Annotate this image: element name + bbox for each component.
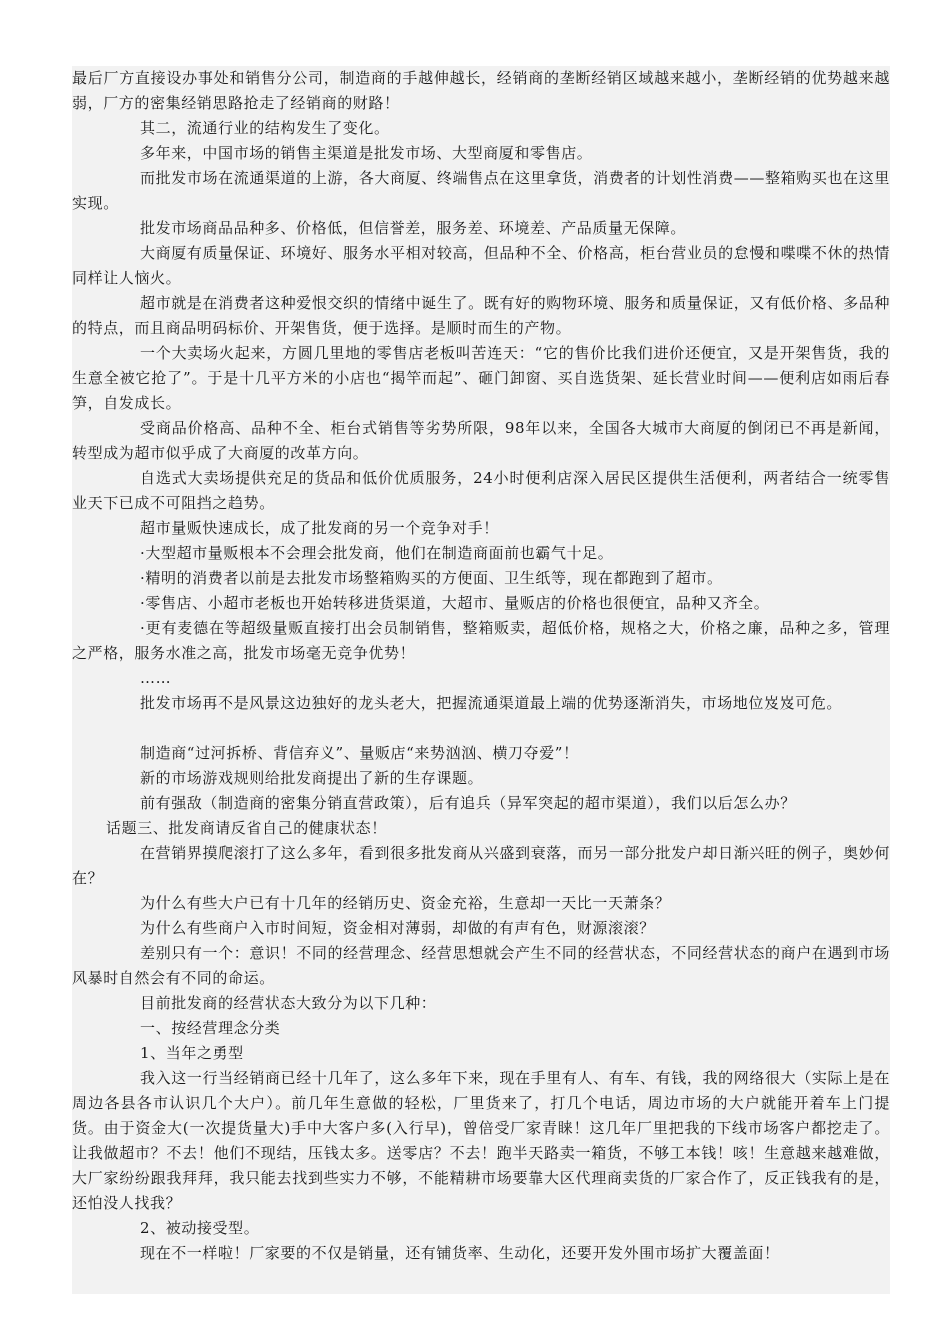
- document-body: [72, 66, 890, 1294]
- bullet-paragraph: ·更有麦德在等超级量贩直接打出会员制销售，整箱贩卖，超低价格，规格之大，价格之廉，品种之多，管理之严格，服务水准之高，批发市场毫无竞争优势！: [72, 619, 890, 662]
- subheading: 一、按经营理念分类: [140, 1019, 281, 1037]
- paragraph: 我入这一行当经销商已经十几年了，这么多年下来，现在手里有人、有车、有钱，我的网络很大（实际上是在周边各县各市认识几个大户）。前几年生意做的轻松，厂里货来了，打几个电话，周边市场的大户就能开着车上门提货。由于资金大(一次提货量大)手中大客户多(入行早)，曾倍受厂家青睐！这几年厂里把我的下线市场客户都挖走了。让我做超市？不去！他们不现结，压钱太多。送零店？不去！跑半天路卖一箱货，不够工本钱！咳！生意越来越难做，大厂家纷纷跟我拜拜，我只能去找到些实力不够，不能精耕市场要靠大区代理商卖货的厂家合作了，反正钱我有的是，还怕没人找我？: [72, 1069, 890, 1212]
- paragraph: 为什么有些商户入市时间短，资金相对薄弱，却做的有声有色，财源滚滚？: [140, 919, 655, 937]
- paragraph: 其二，流通行业的结构发生了变化。: [140, 119, 390, 137]
- bullet-paragraph: ·大型超市量贩根本不会理会批发商，他们在制造商面前也霸气十足。: [140, 544, 614, 562]
- paragraph: 最后厂方直接设办事处和销售分公司，制造商的手越伸越长，经销商的垄断经销区域越来越小，垄断经销的优势越来越弱，厂方的密集经销思路抢走了经销商的财路！: [72, 69, 890, 112]
- paragraph: 而批发市场在流通渠道的上游，各大商厦、终端售点在这里拿货，消费者的计划性消费——整箱购买也在这里实现。: [72, 169, 890, 212]
- paragraph: 超市就是在消费者这种爱恨交织的情绪中诞生了。既有好的购物环境、服务和质量保证，又有低价格、多品种的特点，而且商品明码标价、开架售货，便于选择。是顺时而生的产物。: [72, 294, 890, 337]
- paragraph: 前有强敌（制造商的密集分销直营政策），后有追兵（异军突起的超市渠道），我们以后怎么办？: [140, 794, 796, 812]
- paragraph: 超市量贩快速成长，成了批发商的另一个竞争对手！: [140, 519, 499, 537]
- paragraph: 新的市场游戏规则给批发商提出了新的生存课题。: [140, 769, 484, 787]
- paragraph: 受商品价格高、品种不全、柜台式销售等劣势所限，98年以来，全国各大城市大商厦的倒闭已不再是新闻，转型成为超市似乎成了大商厦的改革方向。: [72, 419, 890, 462]
- section-heading: 话题三、批发商请反省自己的健康状态！: [106, 819, 387, 837]
- paragraph: 大商厦有质量保证、环境好、服务水平相对较高，但品种不全、价格高，柜台营业员的怠慢和喋喋不休的热情同样让人恼火。: [72, 244, 890, 287]
- paragraph: 制造商“过河拆桥、背信弃义”、量贩店“来势汹汹、横刀夺爱”！: [140, 744, 579, 762]
- bullet-paragraph: ·零售店、小超市老板也开始转移进货渠道，大超市、量贩店的价格也很便宜，品种又齐全。: [140, 594, 770, 612]
- paragraph: 一个大卖场火起来，方圆几里地的零售店老板叫苦连天：“它的售价比我们进价还便宜，又是开架售货，我的生意全被它抢了”。于是十几平方米的小店也“揭竿而起”、砸门卸窗、买自选货架、延长营业时间——便利店如雨后春笋，自发成长。: [72, 344, 890, 412]
- paragraph: 现在不一样啦！厂家要的不仅是销量，还有铺货率、生动化，还要开发外围市场扩大覆盖面！: [140, 1244, 780, 1262]
- paragraph: 在营销界摸爬滚打了这么多年，看到很多批发商从兴盛到衰落，而另一部分批发户却日渐兴旺的例子，奥妙何在？: [72, 844, 890, 887]
- paragraph: 批发市场再不是风景这边独好的龙头老大，把握流通渠道最上端的优势逐渐消失，市场地位岌岌可危。: [140, 694, 843, 712]
- paragraph: 多年来，中国市场的销售主渠道是批发市场、大型商厦和零售店。: [140, 144, 593, 162]
- blank-line: [72, 716, 890, 741]
- bullet-paragraph: ·精明的消费者以前是去批发市场整箱购买的方便面、卫生纸等，现在都跑到了超市。: [140, 569, 723, 587]
- ellipsis-line: ……: [140, 669, 172, 687]
- subheading: 2、被动接受型。: [140, 1219, 260, 1237]
- paragraph: 批发市场商品品种多、价格低，但信誉差，服务差、环境差、产品质量无保障。: [140, 219, 687, 237]
- paragraph: 为什么有些大户已有十几年的经销历史、资金充裕，生意却一天比一天萧条？: [140, 894, 671, 912]
- paragraph: 目前批发商的经营状态大致分为以下几种：: [140, 994, 437, 1012]
- paragraph: 自选式大卖场提供充足的货品和低价优质服务，24小时便利店深入居民区提供生活便利，两者结合一统零售业天下已成不可阻挡之趋势。: [72, 469, 890, 512]
- subheading: 1、当年之勇型: [140, 1044, 244, 1062]
- paragraph: 差别只有一个：意识！不同的经营理念、经营思想就会产生不同的经营状态，不同经营状态的商户在遇到市场风暴时自然会有不同的命运。: [72, 944, 890, 987]
